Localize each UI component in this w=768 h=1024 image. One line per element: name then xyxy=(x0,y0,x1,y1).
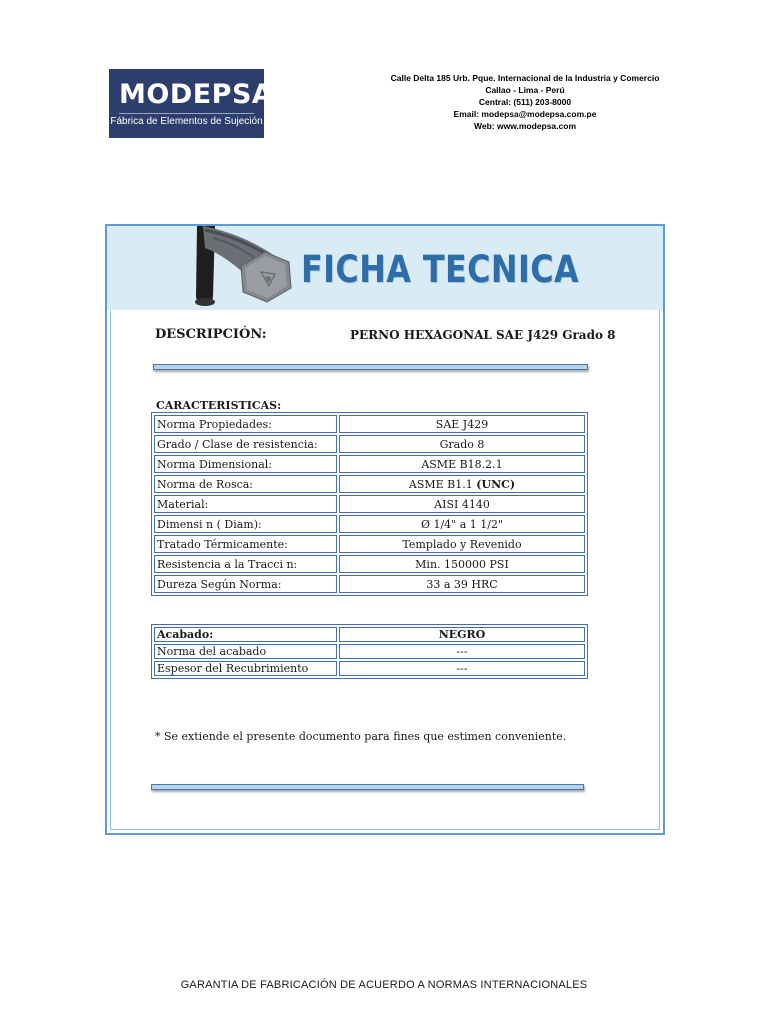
contact-city: Callao - Lima - Perú xyxy=(485,85,565,95)
spec-value xyxy=(339,475,585,493)
description-value: PERNO HEXAGONAL SAE J429 Grado 8 xyxy=(350,328,616,342)
spec-value: SAE J429 xyxy=(339,415,585,433)
spec-label: Dureza Según Norma: xyxy=(154,575,337,593)
finish-value: --- xyxy=(339,661,585,676)
spec-label: Material: xyxy=(154,495,337,513)
hex-bolt-icon xyxy=(183,226,313,310)
finish-value: --- xyxy=(339,644,585,659)
section-divider-bottom xyxy=(151,784,584,790)
contact-address: Calle Delta 185 Urb. Pque. Internacional de la Industria y Comercio xyxy=(390,73,660,83)
finish-label: Espesor del Recubrimiento xyxy=(154,661,337,676)
spec-label: Norma Dimensional: xyxy=(154,455,337,473)
table-row xyxy=(154,475,585,493)
spec-label: Dimensi n ( Diam): xyxy=(154,515,337,533)
table-row xyxy=(154,535,585,553)
spec-value: ASME B18.2.1 xyxy=(339,455,585,473)
spec-value: AISI 4140 xyxy=(339,495,585,513)
contact-email[interactable]: Email: modepsa@modepsa.com.pe xyxy=(453,109,597,119)
characteristics-label: CARACTERISTICAS: xyxy=(156,399,282,412)
logo-name: MODEPSA xyxy=(119,79,274,110)
section-divider-top xyxy=(153,364,588,370)
table-row xyxy=(154,555,585,573)
contact-phone: Central: (511) 203-8000 xyxy=(478,97,572,107)
spec-label: Grado / Clase de resistencia: xyxy=(154,435,337,453)
banner-title: FICHA TECNICA xyxy=(301,248,580,291)
characteristics-table xyxy=(151,412,588,596)
footnote: * Se extiende el presente documento para fines que estimen conveniente. xyxy=(155,730,567,743)
table-row xyxy=(154,455,585,473)
company-logo xyxy=(109,69,274,138)
table-row xyxy=(154,644,585,659)
table-row xyxy=(154,495,585,513)
finish-value: NEGRO xyxy=(339,627,585,642)
finish-table xyxy=(151,624,588,679)
spec-value: 33 a 39 HRC xyxy=(339,575,585,593)
spec-value: Templado y Revenido xyxy=(339,535,585,553)
page-footer: GARANTIA DE FABRICACIÓN DE ACUERDO A NORMAS INTERNACIONALES xyxy=(180,979,588,991)
spec-label: Norma de Rosca: xyxy=(154,475,337,493)
spec-label: Norma Propiedades: xyxy=(154,415,337,433)
spec-value: Min. 150000 PSI xyxy=(339,555,585,573)
table-row xyxy=(154,435,585,453)
table-row xyxy=(154,415,585,433)
table-row xyxy=(154,661,585,676)
contact-block xyxy=(370,72,680,132)
spec-value-suffix: (UNC) xyxy=(476,477,516,491)
table-row xyxy=(154,575,585,593)
logo-tagline: Fábrica de Elementos de Sujeción xyxy=(110,116,263,127)
description-label: DESCRIPCIÓN: xyxy=(155,327,267,342)
table-row xyxy=(154,515,585,533)
table-row xyxy=(154,627,585,642)
spec-value-main: ASME B1.1 xyxy=(408,477,473,491)
contact-web[interactable]: Web: www.modepsa.com xyxy=(473,121,577,131)
spec-label: Resistencia a la Tracci n: xyxy=(154,555,337,573)
spec-value: Ø 1/4" a 1 1/2" xyxy=(339,515,585,533)
spec-value: Grado 8 xyxy=(339,435,585,453)
spec-label: Tratado Térmicamente: xyxy=(154,535,337,553)
datasheet-banner xyxy=(107,226,663,310)
finish-label: Norma del acabado xyxy=(154,644,337,659)
logo-divider xyxy=(119,113,254,114)
finish-label: Acabado: xyxy=(154,627,337,642)
